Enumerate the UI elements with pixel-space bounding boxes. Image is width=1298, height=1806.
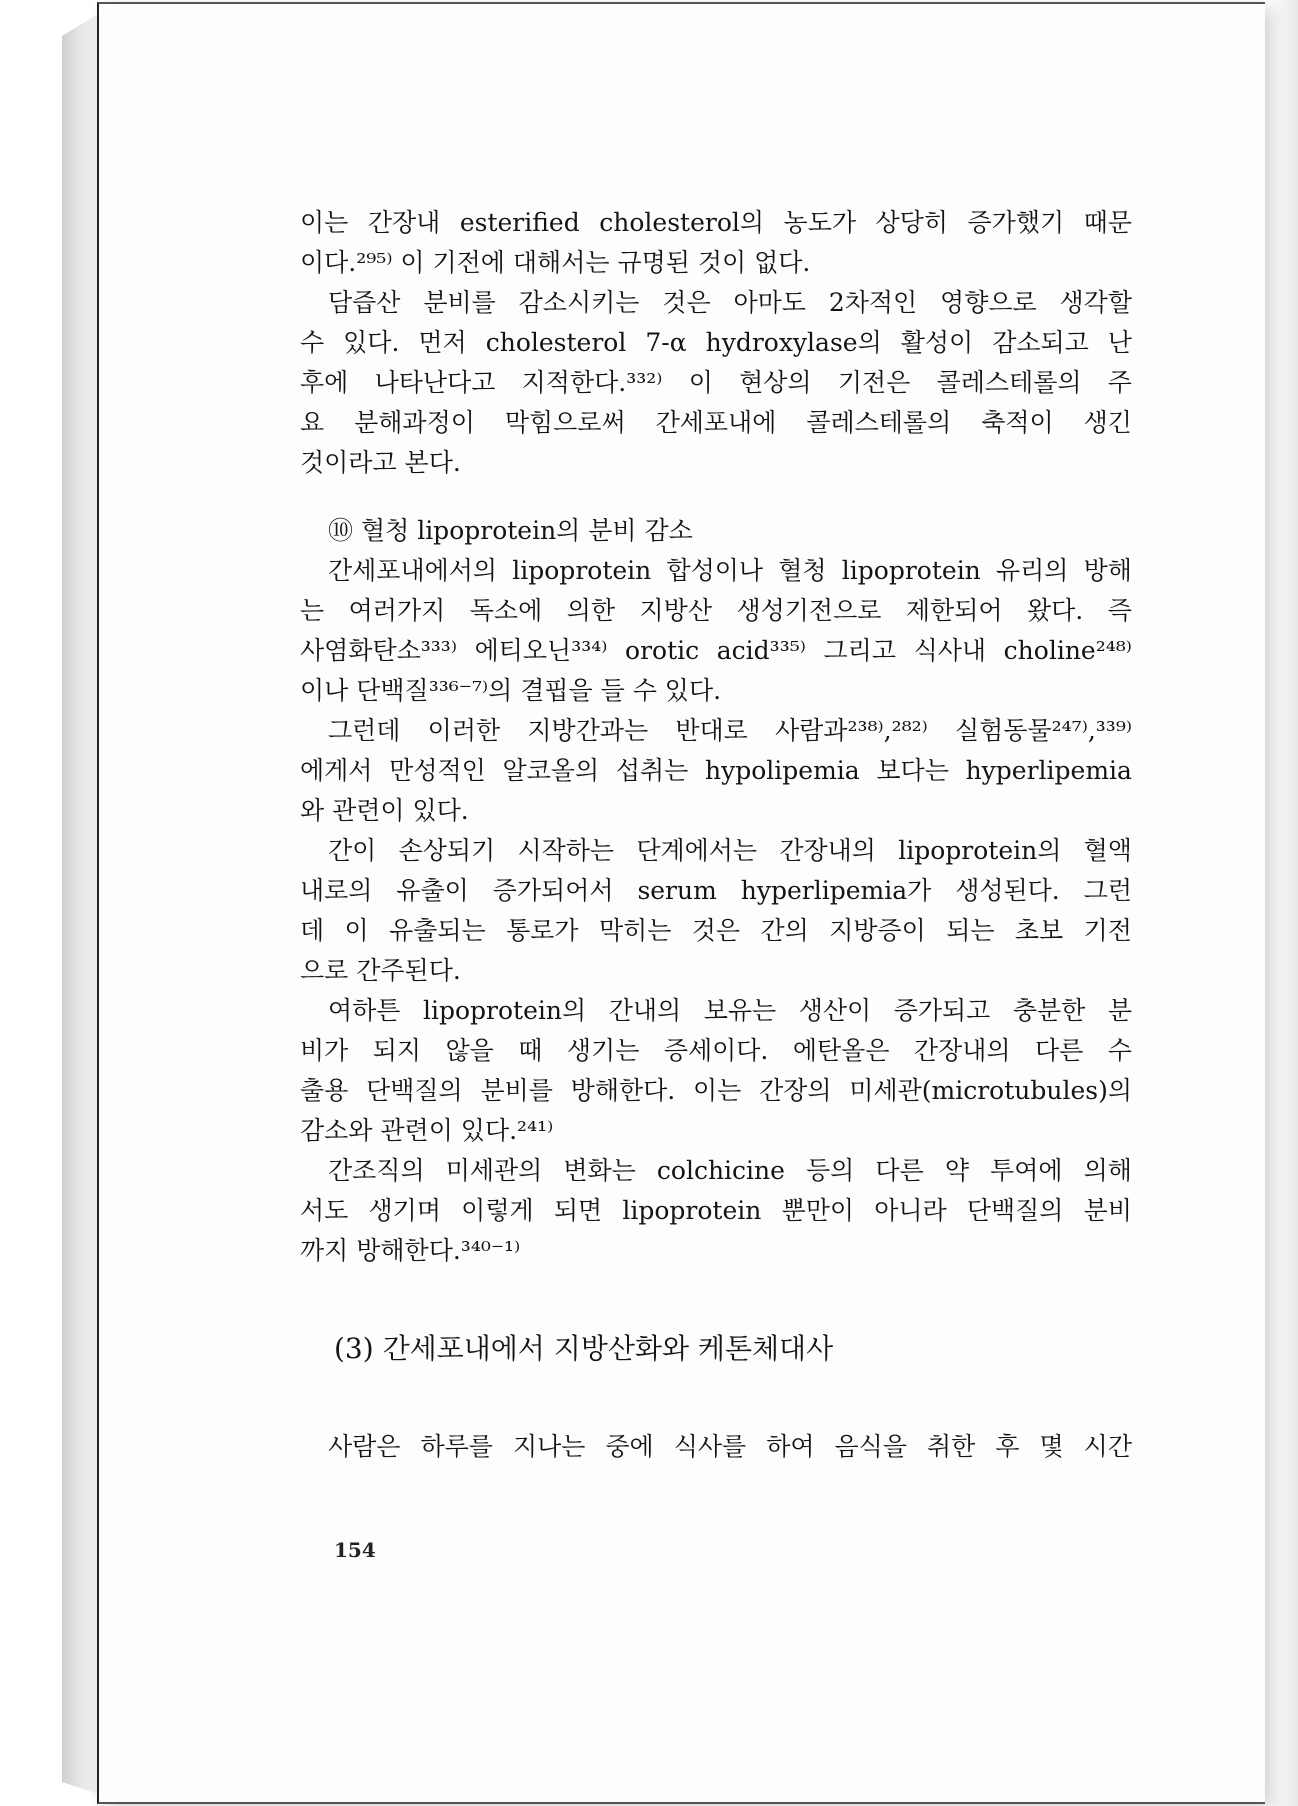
text-line: 사염화탄소³³³⁾ 에티오닌³³⁴⁾ orotic acid³³⁵⁾ 그리고 식사내 choline²⁴⁸⁾ — [300, 636, 1132, 665]
text-line: 까지 방해한다.³⁴⁰⁻¹⁾ — [300, 1236, 521, 1265]
text-line: 에게서 만성적인 알코올의 섭취는 hypolipemia 보다는 hyperlipemia — [300, 756, 1132, 785]
text-line: 비가 되지 않을 때 생기는 증세이다. 에탄올은 간장내의 다른 수 — [300, 1036, 1132, 1065]
text-line: 내로의 유출이 증가되어서 serum hyperlipemia가 생성된다. 그런 — [300, 876, 1132, 905]
text-line: 이다.²⁹⁵⁾ 이 기전에 대해서는 규명된 것이 없다. — [300, 248, 811, 277]
section-heading: (3) 간세포내에서 지방산화와 케톤체대사 — [334, 1332, 834, 1365]
text-line: 담즙산 분비를 감소시키는 것은 아마도 2차적인 영향으로 생각할 — [328, 288, 1132, 317]
text-line: 와 관련이 있다. — [300, 796, 469, 825]
page-number: 154 — [334, 1538, 376, 1562]
text-line: 감소와 관련이 있다.²⁴¹⁾ — [300, 1116, 554, 1145]
page-content — [300, 203, 1132, 1467]
text-line: 간이 손상되기 시작하는 단계에서는 간장내의 lipoprotein의 혈액 — [328, 836, 1132, 865]
text-line: 으로 간주된다. — [300, 956, 461, 985]
text-line: 여하튼 lipoprotein의 간내의 보유는 생산이 증가되고 충분한 분 — [328, 996, 1132, 1025]
text-line: 간조직의 미세관의 변화는 colchicine 등의 다른 약 투여에 의해 — [328, 1156, 1132, 1185]
text-line: 후에 나타난다고 지적한다.³³²⁾ 이 현상의 기전은 콜레스테롤의 주 — [300, 368, 1132, 397]
text-line: 그런데 이러한 지방간과는 반대로 사람과²³⁸⁾,²⁸²⁾ 실험동물²⁴⁷⁾,³³⁹⁾ — [328, 716, 1132, 745]
text-line: 간세포내에서의 lipoprotein 합성이나 혈청 lipoprotein 유리의 방해 — [328, 556, 1132, 585]
text-line: 서도 생기며 이렇게 되면 lipoprotein 뿐만이 아니라 단백질의 분비 — [300, 1196, 1132, 1225]
text-line: 이나 단백질³³⁶⁻⁷⁾의 결핍을 들 수 있다. — [300, 676, 722, 705]
text-line: 이는 간장내 esterified cholesterol의 농도가 상당히 증가했기 때문 — [300, 208, 1132, 237]
text-line: 것이라고 본다. — [300, 448, 461, 477]
text-line: 사람은 하루를 지나는 중에 식사를 하여 음식을 취한 후 몇 시간 — [328, 1432, 1132, 1461]
text-line: 출용 단백질의 분비를 방해한다. 이는 간장의 미세관(microtubules)의 — [300, 1076, 1132, 1105]
text-line: 수 있다. 먼저 cholesterol 7-α hydroxylase의 활성이 감소되고 난 — [300, 328, 1132, 357]
subsection-heading: ⑩ 혈청 lipoprotein의 분비 감소 — [328, 516, 693, 545]
text-line: 요 분해과정이 막힘으로써 간세포내에 콜레스테롤의 축적이 생긴 — [300, 408, 1132, 437]
book-spine — [62, 14, 98, 1794]
text-line: 데 이 유출되는 통로가 막히는 것은 간의 지방증이 되는 초보 기전 — [300, 916, 1132, 945]
text-line: 는 여러가지 독소에 의한 지방산 생성기전으로 제한되어 왔다. 즉 — [300, 596, 1132, 625]
page-edge-shadow — [1268, 0, 1298, 1806]
